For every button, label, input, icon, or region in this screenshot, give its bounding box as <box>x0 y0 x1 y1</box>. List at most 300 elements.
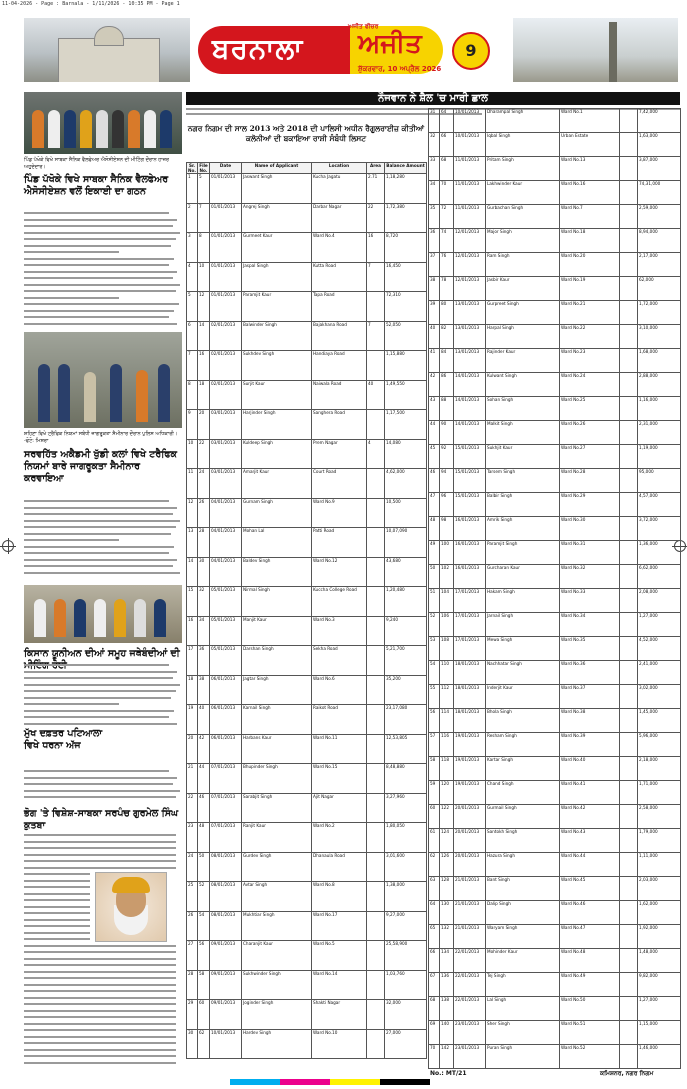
text-line <box>24 899 90 901</box>
table-cell <box>367 498 385 528</box>
table-cell: Ward No.10 <box>312 1029 367 1059</box>
table-cell: 02/01/2013 <box>210 380 242 410</box>
text-line <box>24 886 90 888</box>
table-cell: Ward No.39 <box>560 733 620 757</box>
text-line <box>24 938 90 940</box>
table-cell: 4 <box>367 439 385 469</box>
table-cell: Sukhwinder Singh <box>242 970 312 1000</box>
table-cell <box>620 1021 638 1045</box>
table-cell: 80 <box>440 301 454 325</box>
table-cell: Angrej Singh <box>242 203 312 233</box>
text-line <box>24 684 180 686</box>
table-cell: Ward No.35 <box>560 637 620 661</box>
masthead-left-photo <box>24 18 190 82</box>
table-cell: 40 <box>198 705 210 735</box>
table-cell: 3,87,000 <box>638 157 681 181</box>
table-cell: 50 <box>429 565 440 589</box>
text-line <box>24 572 180 574</box>
table-cell: 10 <box>198 262 210 292</box>
table-cell: 04/01/2013 <box>210 498 242 528</box>
table-cell: 116 <box>440 733 454 757</box>
masthead-small-label: ਅਜੀਤ ਫੀਚਰ <box>348 23 379 30</box>
table-cell: Ward No.38 <box>560 709 620 733</box>
text-line <box>24 990 176 992</box>
table-cell <box>367 351 385 381</box>
table-cell: 20/01/2013 <box>454 853 486 877</box>
table-cell: 1,36,000 <box>638 541 681 565</box>
table-row <box>187 351 427 381</box>
table-cell: Resham Singh <box>486 733 560 757</box>
text-line <box>24 1029 176 1031</box>
table-row <box>187 793 427 823</box>
table-cell: 26 <box>187 911 198 941</box>
table-cell: 20 <box>198 410 210 440</box>
table-cell: 94 <box>440 469 454 493</box>
notice-title: ਨਗਰ ਨਿਗਮ ਦੀ ਸਾਲ 2013 ਅਤੇ 2018 ਦੀ ਪਾਲਿਸੀ ਅਧੀਨ ਰੈਗੂਲਰਾਈਜ਼ ਕੀਤੀਆਂ ਕਲੋਨੀਆਂ ਦੀ ਬਕਾਇਆ ਰਾਸ਼ੀ ਸੰਬੰਧੀ ਲਿਸਟ <box>187 124 425 143</box>
table-cell: 55 <box>429 685 440 709</box>
table-cell: 142 <box>440 1045 454 1069</box>
table-cell: Ward No.34 <box>560 613 620 637</box>
text-line <box>24 225 173 227</box>
table-cell: Ward No.42 <box>560 805 620 829</box>
table-row <box>187 439 427 469</box>
table-cell: Ward No.29 <box>560 493 620 517</box>
table-cell: Ward No.36 <box>560 661 620 685</box>
table-cell: 15 <box>187 587 198 617</box>
table-cell: 04/01/2013 <box>210 557 242 587</box>
table-row <box>187 321 427 351</box>
table-cell: 72,310 <box>385 292 427 322</box>
table-cell: Ward No.46 <box>560 901 620 925</box>
table-cell: Ward No.22 <box>560 325 620 349</box>
text-line <box>24 1023 176 1025</box>
table-cell: 17/01/2013 <box>454 613 486 637</box>
table-cell: 90 <box>440 421 454 445</box>
table-cell: 19 <box>187 705 198 735</box>
article-body-5 <box>24 834 182 1064</box>
table-row <box>429 709 681 733</box>
table-cell <box>620 925 638 949</box>
table-cell: Nirmal Singh <box>242 587 312 617</box>
table-cell: 67 <box>429 973 440 997</box>
table-row <box>187 292 427 322</box>
table-row <box>429 133 681 157</box>
page-slug: 11-04-2026 - Page : Barnala - 1/11/2026 - 10:35 PM - Page 1 <box>2 1 180 7</box>
table-cell: 03/01/2013 <box>210 469 242 499</box>
headline-4: ਮੁੱਖ ਦਫ਼ਤਰ ਪਟਿਆਲਾ ਵਿਖੇ ਧਰਨਾ ਅੱਜ <box>24 728 103 751</box>
table-cell: 1 <box>187 174 198 204</box>
table-cell: 03/01/2013 <box>210 439 242 469</box>
table-cell: 2,18,000 <box>638 757 681 781</box>
table-header-cell: Date <box>210 163 242 174</box>
table-cell: 138 <box>440 997 454 1021</box>
article-body-2 <box>24 500 182 580</box>
table-cell: 48 <box>198 823 210 853</box>
table-cell: Ward No.1 <box>560 109 620 133</box>
table-header-cell: Balance Amount <box>385 163 427 174</box>
news-photo-2 <box>24 332 182 428</box>
table-cell: 114 <box>440 709 454 733</box>
table-cell: Gurnam Singh <box>242 498 312 528</box>
table-cell: 18/01/2013 <box>454 709 486 733</box>
text-line <box>24 1049 176 1051</box>
right-balance-table <box>428 108 681 1069</box>
table-cell: Ward No.25 <box>560 397 620 421</box>
text-line <box>24 1042 176 1044</box>
table-cell: Gurpreet Singh <box>486 301 560 325</box>
table-row <box>429 565 681 589</box>
table-cell <box>620 349 638 373</box>
table-cell: Ward No.28 <box>560 469 620 493</box>
table-cell: 13 <box>187 528 198 558</box>
text-line <box>24 1055 176 1057</box>
table-cell: Ward No.26 <box>560 421 620 445</box>
page-number: 9 <box>452 32 490 70</box>
table-cell: Sher Singh <box>486 1021 560 1045</box>
table-cell: 26 <box>198 498 210 528</box>
table-cell: 48 <box>429 517 440 541</box>
table-row <box>187 174 427 204</box>
table-cell: 52,050 <box>385 321 427 351</box>
table-cell: 05/01/2013 <box>210 616 242 646</box>
table-cell: Ward No.37 <box>560 685 620 709</box>
table-cell: 84 <box>440 349 454 373</box>
table-row <box>429 613 681 637</box>
table-row <box>429 1045 681 1069</box>
news-photo-3 <box>24 585 182 643</box>
table-cell: 4,62,000 <box>385 469 427 499</box>
table-cell: 39 <box>429 301 440 325</box>
table-header-cell: File No. <box>199 163 208 173</box>
table-cell: 28 <box>198 528 210 558</box>
table-cell: Hardev Singh <box>242 1029 312 1059</box>
text-line <box>24 232 180 234</box>
table-cell: Jaswant Singh <box>242 174 312 204</box>
text-line <box>24 1016 176 1018</box>
table-cell: 3,10,000 <box>638 325 681 349</box>
table-row <box>429 925 681 949</box>
table-cell: 23,17,080 <box>385 705 427 735</box>
text-line <box>24 925 90 927</box>
table-cell <box>620 229 638 253</box>
table-cell: 27,000 <box>385 1029 427 1059</box>
table-cell: Ward No.50 <box>560 997 620 1021</box>
table-cell <box>620 709 638 733</box>
table-cell <box>620 373 638 397</box>
text-line <box>24 945 176 947</box>
table-cell <box>620 661 638 685</box>
table-cell: 46 <box>429 469 440 493</box>
table-cell <box>620 1045 638 1069</box>
table-cell: Ward No.13 <box>560 157 620 181</box>
portrait-photo <box>95 872 167 942</box>
table-cell <box>367 793 385 823</box>
table-cell: 2,59,000 <box>638 205 681 229</box>
table-cell: 13/01/2013 <box>454 349 486 373</box>
table-cell: 33 <box>429 157 440 181</box>
table-cell: Hazura Singh <box>486 853 560 877</box>
table-cell: 45 <box>429 445 440 469</box>
table-cell: Bant Singh <box>486 877 560 901</box>
news-photo-1 <box>24 92 182 154</box>
table-row <box>429 685 681 709</box>
table-cell: 40 <box>367 380 385 410</box>
table-cell <box>620 589 638 613</box>
table-cell: 17/01/2013 <box>454 589 486 613</box>
table-cell: 108 <box>440 637 454 661</box>
table-cell: 10,07,090 <box>385 528 427 558</box>
table-cell: 19/01/2013 <box>454 733 486 757</box>
text-line <box>24 1003 176 1005</box>
table-cell: 70 <box>429 1045 440 1069</box>
table-cell: Ward No.12 <box>312 557 367 587</box>
table-cell: 12 <box>187 498 198 528</box>
text-line <box>24 500 169 502</box>
table-cell: 96 <box>440 493 454 517</box>
table-cell: Ward No.14 <box>312 970 367 1000</box>
table-row <box>187 1029 427 1059</box>
table-cell: 1,63,000 <box>638 133 681 157</box>
table-cell: 06/01/2013 <box>210 734 242 764</box>
table-header-cell: Area <box>367 163 385 174</box>
table-cell: 1,49,550 <box>385 380 427 410</box>
table-cell: 8 <box>187 380 198 410</box>
table-cell <box>367 528 385 558</box>
table-cell <box>367 911 385 941</box>
table-row <box>429 1021 681 1045</box>
table-cell: 7 <box>367 262 385 292</box>
table-cell: Prem Nagar <box>312 439 367 469</box>
table-row <box>429 541 681 565</box>
table-cell: 10,500 <box>385 498 427 528</box>
table-cell: Court Road <box>312 469 367 499</box>
table-cell: 5,96,000 <box>638 733 681 757</box>
table-cell: Sukhdev Singh <box>242 351 312 381</box>
table-cell: 1,80,050 <box>385 823 427 853</box>
text-line <box>24 323 177 325</box>
table-cell: Sekha Road <box>312 646 367 676</box>
table-cell <box>620 853 638 877</box>
table-cell: 92 <box>440 445 454 469</box>
table-cell <box>620 253 638 277</box>
table-cell: Nachhatar Singh <box>486 661 560 685</box>
table-cell: 16 <box>367 233 385 263</box>
table-cell: Kutta Road <box>312 262 367 292</box>
table-row <box>429 997 681 1021</box>
table-cell: Ward No.30 <box>560 517 620 541</box>
table-cell: 09/01/2013 <box>210 941 242 971</box>
table-cell: 68 <box>429 997 440 1021</box>
table-cell: 5,21,700 <box>385 646 427 676</box>
table-cell: 88 <box>440 397 454 421</box>
table-cell: 08/01/2013 <box>210 911 242 941</box>
text-line <box>24 1036 176 1038</box>
table-row <box>187 587 427 617</box>
table-row <box>187 262 427 292</box>
table-cell: 09/01/2013 <box>210 970 242 1000</box>
table-cell: 95,000 <box>638 469 681 493</box>
table-cell: 1,17,500 <box>385 410 427 440</box>
table-row <box>429 181 681 205</box>
table-cell: Ward No.51 <box>560 1021 620 1045</box>
table-cell: 32 <box>198 587 210 617</box>
text-line <box>24 264 169 266</box>
table-cell: 1,48,000 <box>638 949 681 973</box>
table-cell: 2,58,000 <box>638 805 681 829</box>
table-cell: 28 <box>187 970 198 1000</box>
table-cell: Tej Singh <box>486 973 560 997</box>
table-cell: 01/01/2013 <box>210 262 242 292</box>
table-cell: 5 <box>198 174 210 204</box>
table-cell: 1,20,480 <box>385 587 427 617</box>
headline-3: ਕਿਸਾਨ ਯੂਨੀਅਨ ਦੀਆਂ ਸਮੂਹ ਜਥੇਬੰਦੀਆਂ ਦੀ <box>24 648 180 659</box>
table-row <box>187 1000 427 1030</box>
table-cell: 2,17,000 <box>638 253 681 277</box>
table-cell: Dalip Singh <box>486 901 560 925</box>
table-cell: 59 <box>429 781 440 805</box>
table-cell: Gurmail Singh <box>486 805 560 829</box>
table-cell: 1,38,000 <box>385 882 427 912</box>
table-cell <box>620 421 638 445</box>
table-cell: 37 <box>429 253 440 277</box>
table-cell: 22/01/2013 <box>454 973 486 997</box>
table-cell: Darbar Nagar <box>312 203 367 233</box>
table-cell: Jagtar Singh <box>242 675 312 705</box>
table-cell: 1,45,000 <box>638 709 681 733</box>
table-cell: 1,46,000 <box>638 1045 681 1069</box>
table-cell: 25 <box>187 882 198 912</box>
table-cell: 102 <box>440 565 454 589</box>
table-cell: Ward No.52 <box>560 1045 620 1069</box>
masthead-right-photo <box>513 18 678 82</box>
text-line <box>24 664 169 666</box>
table-cell <box>367 1000 385 1030</box>
text-line <box>24 958 176 960</box>
table-cell: 120 <box>440 781 454 805</box>
table-cell: Iqbal Singh <box>486 133 560 157</box>
text-line <box>24 703 119 705</box>
table-cell: 126 <box>440 853 454 877</box>
table-cell: Waryam Singh <box>486 925 560 949</box>
table-cell: 82 <box>440 325 454 349</box>
table-cell <box>620 685 638 709</box>
table-cell: 06/01/2013 <box>210 705 242 735</box>
table-cell: 13/01/2013 <box>454 325 486 349</box>
table-cell: 34 <box>198 616 210 646</box>
table-cell: Raikot Road <box>312 705 367 735</box>
table-cell: 12/01/2013 <box>454 277 486 301</box>
text-line <box>24 251 119 253</box>
text-line <box>24 912 90 914</box>
table-cell: Patti Road <box>312 528 367 558</box>
table-cell: 20/01/2013 <box>454 829 486 853</box>
table-cell: 14/01/2013 <box>454 421 486 445</box>
text-line <box>24 919 90 921</box>
table-cell <box>367 764 385 794</box>
table-cell: Mewa Singh <box>486 637 560 661</box>
table-row <box>187 823 427 853</box>
table-cell <box>620 949 638 973</box>
table-cell: Avtar Singh <box>242 882 312 912</box>
table-cell: 1,27,000 <box>638 613 681 637</box>
text-line <box>24 893 90 895</box>
table-row <box>187 705 427 735</box>
table-cell: Ward No.33 <box>560 589 620 613</box>
table-cell: 1,15,000 <box>638 1021 681 1045</box>
table-cell <box>620 637 638 661</box>
table-row <box>429 733 681 757</box>
table-row <box>429 517 681 541</box>
table-cell <box>367 1029 385 1059</box>
table-cell: Baldev Singh <box>242 557 312 587</box>
table-cell <box>620 901 638 925</box>
table-cell: 22/01/2013 <box>454 949 486 973</box>
table-cell <box>620 205 638 229</box>
table-cell: 58 <box>429 757 440 781</box>
table-cell: 3,01,600 <box>385 852 427 882</box>
table-cell: 20/01/2013 <box>454 805 486 829</box>
photo-caption-1: ਪਿੰਡ ਪੱਖੋਕੇ ਵਿਖੇ ਸਾਬਕਾ ਸੈਨਿਕ ਵੈਲਫੇਅਰ ਐਸੋਸੀਏਸ਼ਨ ਦੀ ਮੀਟਿੰਗ ਦੌਰਾਨ ਹਾਜ਼ਰ ਅਹੁਦੇਦਾਰ। <box>24 157 170 170</box>
table-cell: 72 <box>440 205 454 229</box>
masthead-brand: ਅਜੀਤ <box>358 29 422 59</box>
table-cell <box>620 613 638 637</box>
table-cell: 8 <box>198 233 210 263</box>
table-cell: 56 <box>429 709 440 733</box>
table-cell: 1,72,380 <box>385 203 427 233</box>
table-cell: 18/01/2013 <box>454 661 486 685</box>
table-cell <box>620 493 638 517</box>
table-cell: 76 <box>440 253 454 277</box>
text-line <box>24 716 169 718</box>
table-header-cell: Name of Applicant <box>242 163 312 174</box>
headline-1: ਪਿੰਡ ਪੱਖੋਕੇ ਵਿਖੇ ਸਾਬਕਾ ਸੈਨਿਕ ਵੈਲਫੇਅਰ ਐਸੋਸੀਏਸ਼ਨ ਵਲੋਂ ਇਕਾਈ ਦਾ ਗਠਨ <box>24 174 169 197</box>
table-cell: 63 <box>429 877 440 901</box>
table-cell: 57 <box>429 733 440 757</box>
table-cell: 2,41,000 <box>638 661 681 685</box>
table-cell: 07/01/2013 <box>210 764 242 794</box>
text-line <box>24 284 180 286</box>
table-cell: 2,31,000 <box>638 421 681 445</box>
text-line <box>24 847 176 849</box>
text-line <box>24 297 119 299</box>
table-cell: 124 <box>440 829 454 853</box>
table-cell <box>367 292 385 322</box>
table-cell: Mukhtiar Singh <box>242 911 312 941</box>
table-cell: 62 <box>429 853 440 877</box>
table-cell: 16 <box>187 616 198 646</box>
table-cell <box>620 469 638 493</box>
text-line <box>24 777 177 779</box>
masthead-title-block <box>190 18 513 82</box>
table-cell <box>620 781 638 805</box>
table-cell: Surjit Kaur <box>242 380 312 410</box>
table-cell: 8,720 <box>385 233 427 263</box>
table-cell: 36 <box>429 229 440 253</box>
table-cell <box>620 517 638 541</box>
table-cell: 6 <box>187 321 198 351</box>
table-row <box>429 421 681 445</box>
table-cell: 60 <box>198 1000 210 1030</box>
table-cell: 14/01/2013 <box>454 397 486 421</box>
table-cell: 10 <box>187 439 198 469</box>
table-cell: 7 <box>198 203 210 233</box>
table-cell: 22 <box>187 793 198 823</box>
text-line <box>24 790 180 792</box>
table-cell: Handiaya Road <box>312 351 367 381</box>
table-row <box>429 661 681 685</box>
table-row <box>187 380 427 410</box>
table-cell: Lal Singh <box>486 997 560 1021</box>
